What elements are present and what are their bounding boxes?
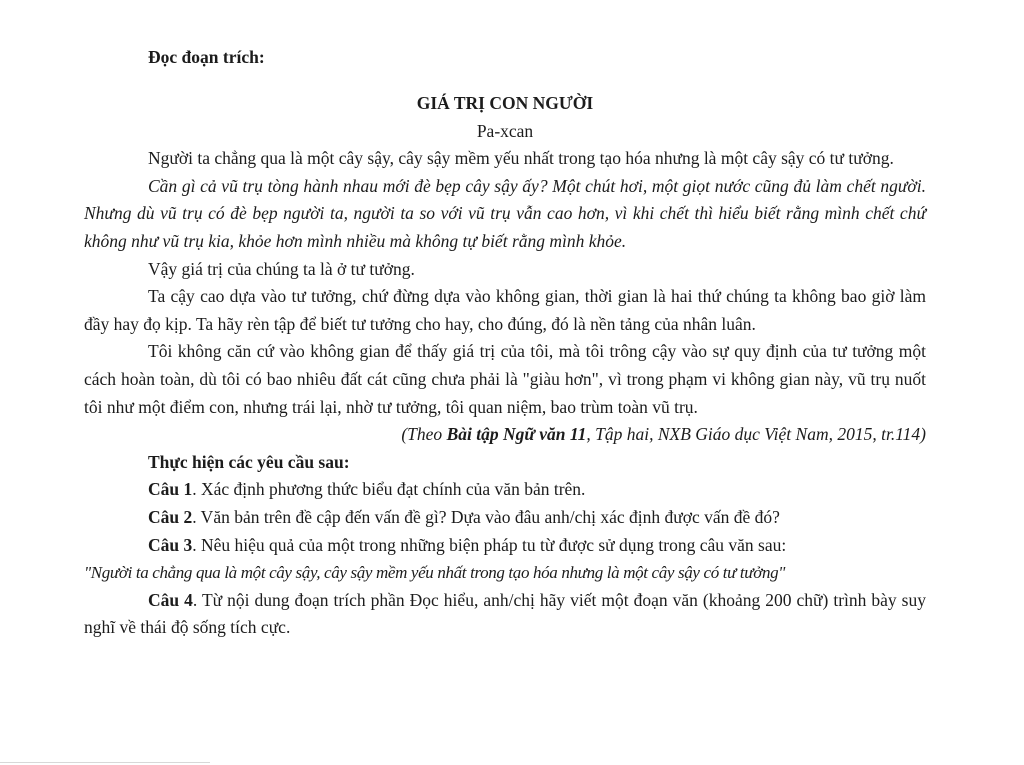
passage-author: Pa-xcan <box>476 120 534 141</box>
passage-paragraph-5: Tôi không căn cứ vào không gian để thấy giá trị của tôi, mà tôi trông cậy vào sự quy định của tư tưởng một cách hoàn toàn, dù tôi có bao nhiêu đất cát cũng chưa phải là "giàu hơn", vì trong phạm vi không gian này, vũ trụ nuốt tôi như một điểm con, nhưng trái lại, nhờ tư tưởng, tôi quan niệm, bao trùm toàn vũ trụ. <box>84 341 926 417</box>
tasks-heading: Thực hiện các yêu cầu sau: <box>148 451 350 472</box>
question-1-label: Câu 1 <box>148 479 193 500</box>
question-2-text: . Văn bản trên đề cập đến vấn đề gì? Dựa vào đâu anh/chị xác định được vấn đề đó? <box>192 506 780 527</box>
question-4-text: . Từ nội dung đoạn trích phần Đọc hiểu, anh/chị hãy viết một đoạn văn (khoảng 200 chữ) trình bày suy nghĩ về thái độ sống tích cực. <box>84 589 926 638</box>
question-4-label: Câu 4 <box>148 589 193 610</box>
question-3-text: . Nêu hiệu quả của một trong những biện pháp tu từ được sử dụng trong câu văn sau: <box>192 534 787 555</box>
bottom-divider <box>0 762 210 763</box>
passage-title: GIÁ TRỊ CON NGƯỜI <box>416 92 594 113</box>
source-prefix: (Theo <box>401 424 447 445</box>
source-book-title: Bài tập Ngữ văn 11 <box>446 424 587 445</box>
document-page <box>84 44 926 642</box>
question-4 <box>84 587 926 642</box>
question-2 <box>84 504 926 532</box>
question-2-label: Câu 2 <box>148 506 193 527</box>
question-1-text: . Xác định phương thức biểu đạt chính của văn bản trên. <box>192 479 586 500</box>
question-3 <box>84 532 926 560</box>
question-1 <box>84 476 926 504</box>
question-3-label: Câu 3 <box>148 534 193 555</box>
passage-paragraph-1: Người ta chẳng qua là một cây sậy, cây sậy mềm yếu nhất trong tạo hóa nhưng là một cây sậy có tư tưởng. <box>148 148 894 169</box>
question-3-quote: "Người ta chẳng qua là một cây sậy, cây sậy mềm yếu nhất trong tạo hóa nhưng là một cây sậy có tư tưởng" <box>84 563 786 583</box>
reading-instruction: Đọc đoạn trích: <box>148 47 265 67</box>
source-citation <box>84 421 926 449</box>
source-suffix: , Tập hai, NXB Giáo dục Việt Nam, 2015, tr.114) <box>586 424 926 445</box>
passage-paragraph-3: Vậy giá trị của chúng ta là ở tư tưởng. <box>148 258 415 279</box>
passage-paragraph-4: Ta cậy cao dựa vào tư tưởng, chứ đừng dựa vào không gian, thời gian là hai thứ chúng ta không bao giờ làm đầy hay đọ kịp. Ta hãy rèn tập để biết tư tưởng cho hay, cho đúng, đó là nền tảng của nhân luân. <box>84 286 926 334</box>
passage-paragraph-2: Cần gì cả vũ trụ tòng hành nhau mới đè bẹp cây sậy ấy? Một chút hơi, một giọt nước cũng đủ làm chết người. Nhưng dù vũ trụ có đè bẹp người ta, người ta so với vũ trụ vẫn cao hơn, vì khi chết thì hiểu biết rằng mình chết chứ không như vũ trụ kia, khỏe hơn mình nhiều mà không tự biết rằng mình khỏe. <box>84 175 926 251</box>
